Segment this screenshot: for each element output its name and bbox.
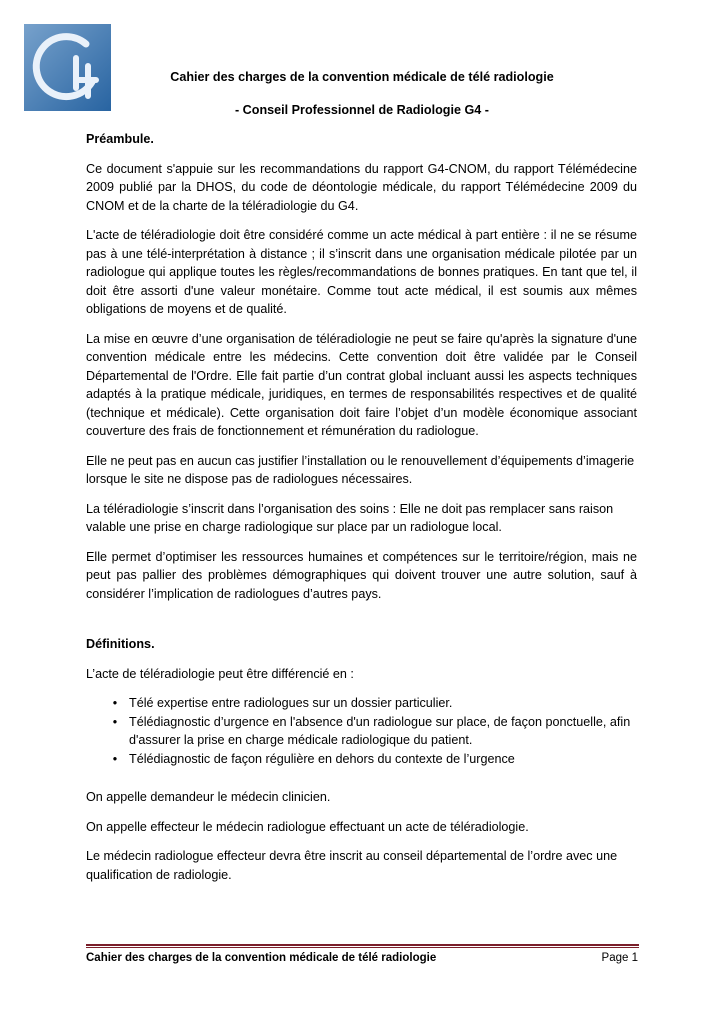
definitions-intro: L’acte de téléradiologie peut être différencié en : bbox=[86, 666, 354, 681]
paragraph: La mise en œuvre d’une organisation de téléradiologie ne peut se faire qu'après la signature d'une convention médicale entre les médecins. Cette convention doit être validée par le Conseil Départemental de l'Ordre. Elle fait partie d’un contrat global incluant aussi les aspects techniques adaptés à la pratique médicale, juridiques, en termes de responsabilités respectives et de qualité (technique et médicale). Cette organisation doit faire l’objet d’un modèle économique associant couverture des frais de fonctionnement et rémunération du radiologue. bbox=[86, 331, 637, 438]
list-item-text: Télédiagnostic d’urgence en l'absence d'un radiologue sur place, de façon ponctuelle, afin d'assurer la prise en charge médicale radiologique du patient. bbox=[129, 714, 631, 747]
page-number: Page 1 bbox=[601, 952, 638, 964]
paragraph: Ce document s'appuie sur les recommandations du rapport G4-CNOM, du rapport Télémédecine 2009 publié par la DHOS, du code de déontologie médicale, du rapport Télémédecine 2009 du CNOM et de la charte de la téléradiologie du G4. bbox=[86, 161, 637, 213]
paragraph: On appelle effecteur le médecin radiologue effectuant un acte de téléradiologie. bbox=[86, 819, 529, 834]
paragraph: Elle ne peut pas en aucun cas justifier l’installation ou le renouvellement d’équipements d’imagerie lorsque le site ne dispose pas de radiologues nécessaires. bbox=[86, 453, 635, 486]
document-title: Cahier des charges de la convention médicale de télé radiologie bbox=[170, 70, 554, 84]
definitions-bullet-list bbox=[86, 694, 637, 768]
list-item bbox=[86, 750, 637, 769]
bullet-icon: • bbox=[112, 696, 118, 710]
footer-rule-thin bbox=[86, 947, 639, 948]
paragraph: On appelle demandeur le médecin clinicien. bbox=[86, 790, 331, 804]
paragraph: Elle permet d’optimiser les ressources humaines et compétences sur le territoire/région, mais ne peut pas pallier des problèmes démographiques qui doivent trouver une autre solution, sauf à considérer l’implication de radiologues d’autres pays. bbox=[86, 549, 637, 601]
list-item-text: Télé expertise entre radiologues sur un dossier particulier. bbox=[129, 696, 453, 710]
paragraph: L'acte de téléradiologie doit être considéré comme un acte médical à part entière : il ne se résume pas à une télé-interprétation à distance ; il s’inscrit dans une organisation médicale pilotée par un radiologue qui applique toutes les règles/recommandations de bonnes pratiques. En tant que tel, il doit être assorti d'une valeur monétaire. Comme tout acte médical, il est soumis aux mêmes obligations de moyens et de qualité. bbox=[86, 228, 637, 316]
document-subtitle: - Conseil Professionnel de Radiologie G4 - bbox=[234, 103, 489, 117]
paragraph: La téléradiologie s’inscrit dans l’organisation des soins : Elle ne doit pas remplacer sans raison valable une prise en charge radiologique sur place par un radiologue local. bbox=[86, 501, 614, 534]
document-body bbox=[86, 130, 637, 884]
list-item bbox=[86, 694, 637, 713]
section-heading-definitions: Définitions. bbox=[86, 637, 155, 651]
section-heading-preambule: Préambule. bbox=[86, 132, 154, 146]
bullet-icon: • bbox=[112, 714, 118, 729]
list-item-text: Télédiagnostic de façon régulière en dehors du contexte de l’urgence bbox=[129, 751, 515, 766]
footer-title: Cahier des charges de la convention médicale de télé radiologie bbox=[86, 952, 437, 964]
list-item bbox=[86, 713, 637, 750]
footer-rule bbox=[86, 944, 639, 946]
bullet-icon: • bbox=[112, 751, 118, 766]
paragraph: Le médecin radiologue effecteur devra être inscrit au conseil départemental de l’ordre avec une qualification de radiologie. bbox=[86, 849, 618, 882]
